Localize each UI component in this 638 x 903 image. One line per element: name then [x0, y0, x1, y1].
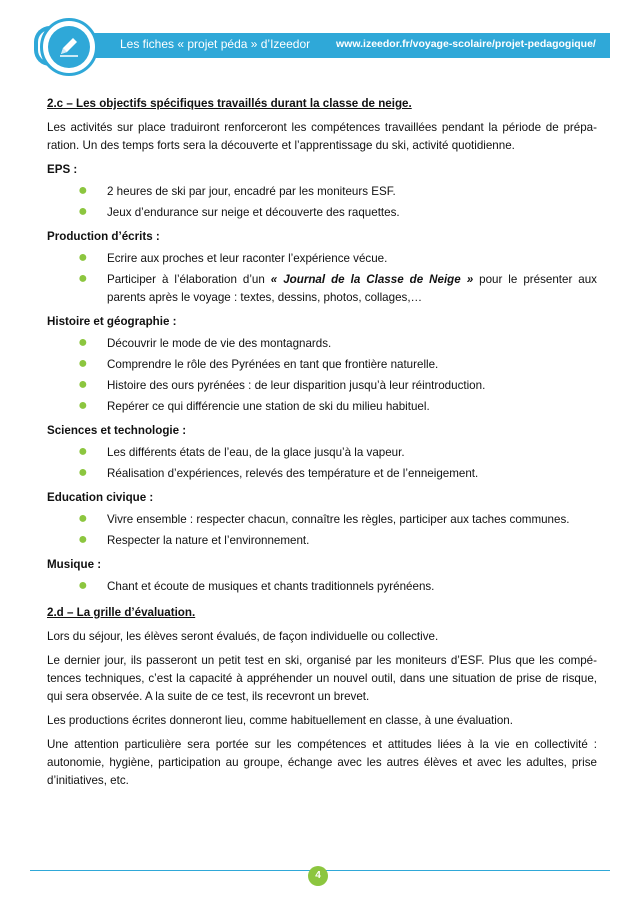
section-title-evaluation: 2.d – La grille d’évaluation.: [47, 606, 196, 619]
journal-title: « Journal de la Classe de Neige »: [270, 273, 474, 286]
list-item: ● Les différents états de l’eau, de la glace jusqu’à la vapeur.: [78, 443, 405, 460]
eps-list: [47, 183, 597, 222]
musique-list: [47, 578, 597, 596]
list-item: ● Repérer ce qui différencie une station de ski du milieu habituel.: [78, 397, 430, 414]
list-item: ● Découvrir le mode de vie des montagnards.: [78, 334, 332, 351]
ecrits-heading: Production d’écrits :: [47, 230, 160, 243]
list-item: ● Chant et écoute de musiques et chants traditionnels pyrénéens.: [78, 577, 435, 594]
civique-list: [47, 511, 597, 550]
bullet-icon: ●: [78, 270, 88, 287]
list-item: ● Vivre ensemble : respecter chacun, connaître les règles, participer aux taches communes.: [78, 510, 570, 527]
bullet-icon: ●: [78, 510, 88, 527]
intro-paragraph: Les activités sur place traduiront renforceront les compétences travaillées pendant la période de prépa-ration. Un des temps forts sera la découverte et l’apprentissage du ski, activité quotidienne.: [47, 121, 597, 152]
bullet-icon: ●: [78, 443, 88, 460]
header-url[interactable]: www.izeedor.fr/voyage-scolaire/projet-pedagogique/: [336, 38, 596, 50]
list-item: ● Ecrire aux proches et leur raconter l’expérience vécue.: [78, 249, 388, 266]
civique-heading: Education civique :: [47, 491, 154, 504]
izeedor-logo: [40, 18, 98, 76]
list-item: ● Réalisation d’expériences, relevés des température et de l’enneigement.: [78, 464, 479, 481]
list-item: ● Respecter la nature et l’environnement.: [78, 531, 310, 548]
bullet-icon: ●: [78, 397, 88, 414]
bullet-icon: ●: [78, 249, 88, 266]
eps-heading: EPS :: [47, 163, 78, 176]
eval-paragraph: Le dernier jour, ils passeront un petit test en ski, organisé par les moniteurs d’ESF. Plus que les compé-tences techniques, c’est la capacité à appréhender un nouvel outil, dans une situation de prise de risque, qui sera observée. A la suite de ce test, ils recevront un brevet.: [47, 654, 597, 703]
document-body: [47, 87, 597, 790]
page-number-badge: 4: [308, 866, 328, 886]
musique-heading: Musique :: [47, 558, 102, 571]
eval-paragraph: Une attention particulière sera portée sur les compétences et attitudes liées à la vie en collectivité : autonomie, hygiène, participation au groupe, échange avec les autres élèves et avec les adultes, prise d’initiatives, etc.: [47, 738, 597, 787]
bullet-icon: ●: [78, 203, 88, 220]
bullet-icon: ●: [78, 531, 88, 548]
histoire-list: [47, 335, 597, 416]
bullet-icon: ●: [78, 334, 88, 351]
list-item: ● Participer à l’élaboration d’un « Journal de la Classe de Neige » pour le présenter aux parents après le voyage : textes, dessins, photos, collages,…: [78, 270, 597, 304]
ecrits-list: [47, 250, 597, 307]
list-item: ● 2 heures de ski par jour, encadré par les moniteurs ESF.: [78, 182, 396, 199]
section-title-objectifs: 2.c – Les objectifs spécifiques travaillés durant la classe de neige.: [47, 97, 412, 110]
list-item: ● Jeux d’endurance sur neige et découverte des raquettes.: [78, 203, 400, 220]
bullet-icon: ●: [78, 182, 88, 199]
bullet-icon: ●: [78, 355, 88, 372]
header-title: Les fiches « projet péda » d’Izeedor: [120, 37, 311, 51]
eval-paragraph: Lors du séjour, les élèves seront évalués, de façon individuelle ou collective.: [47, 630, 439, 643]
sciences-list: [47, 444, 597, 483]
bullet-icon: ●: [78, 464, 88, 481]
sciences-heading: Sciences et technologie :: [47, 424, 187, 437]
histoire-heading: Histoire et géographie :: [47, 315, 177, 328]
bullet-icon: ●: [78, 577, 88, 594]
bullet-icon: ●: [78, 376, 88, 393]
eval-paragraph: Les productions écrites donneront lieu, comme habituellement en classe, à une évaluation.: [47, 714, 513, 727]
pencil-icon: [57, 35, 81, 59]
list-item: ● Histoire des ours pyrénées : de leur disparition jusqu’à leur réintroduction.: [78, 376, 486, 393]
list-item: ● Comprendre le rôle des Pyrénées en tant que frontière naturelle.: [78, 355, 439, 372]
logo-circle: [48, 26, 90, 68]
